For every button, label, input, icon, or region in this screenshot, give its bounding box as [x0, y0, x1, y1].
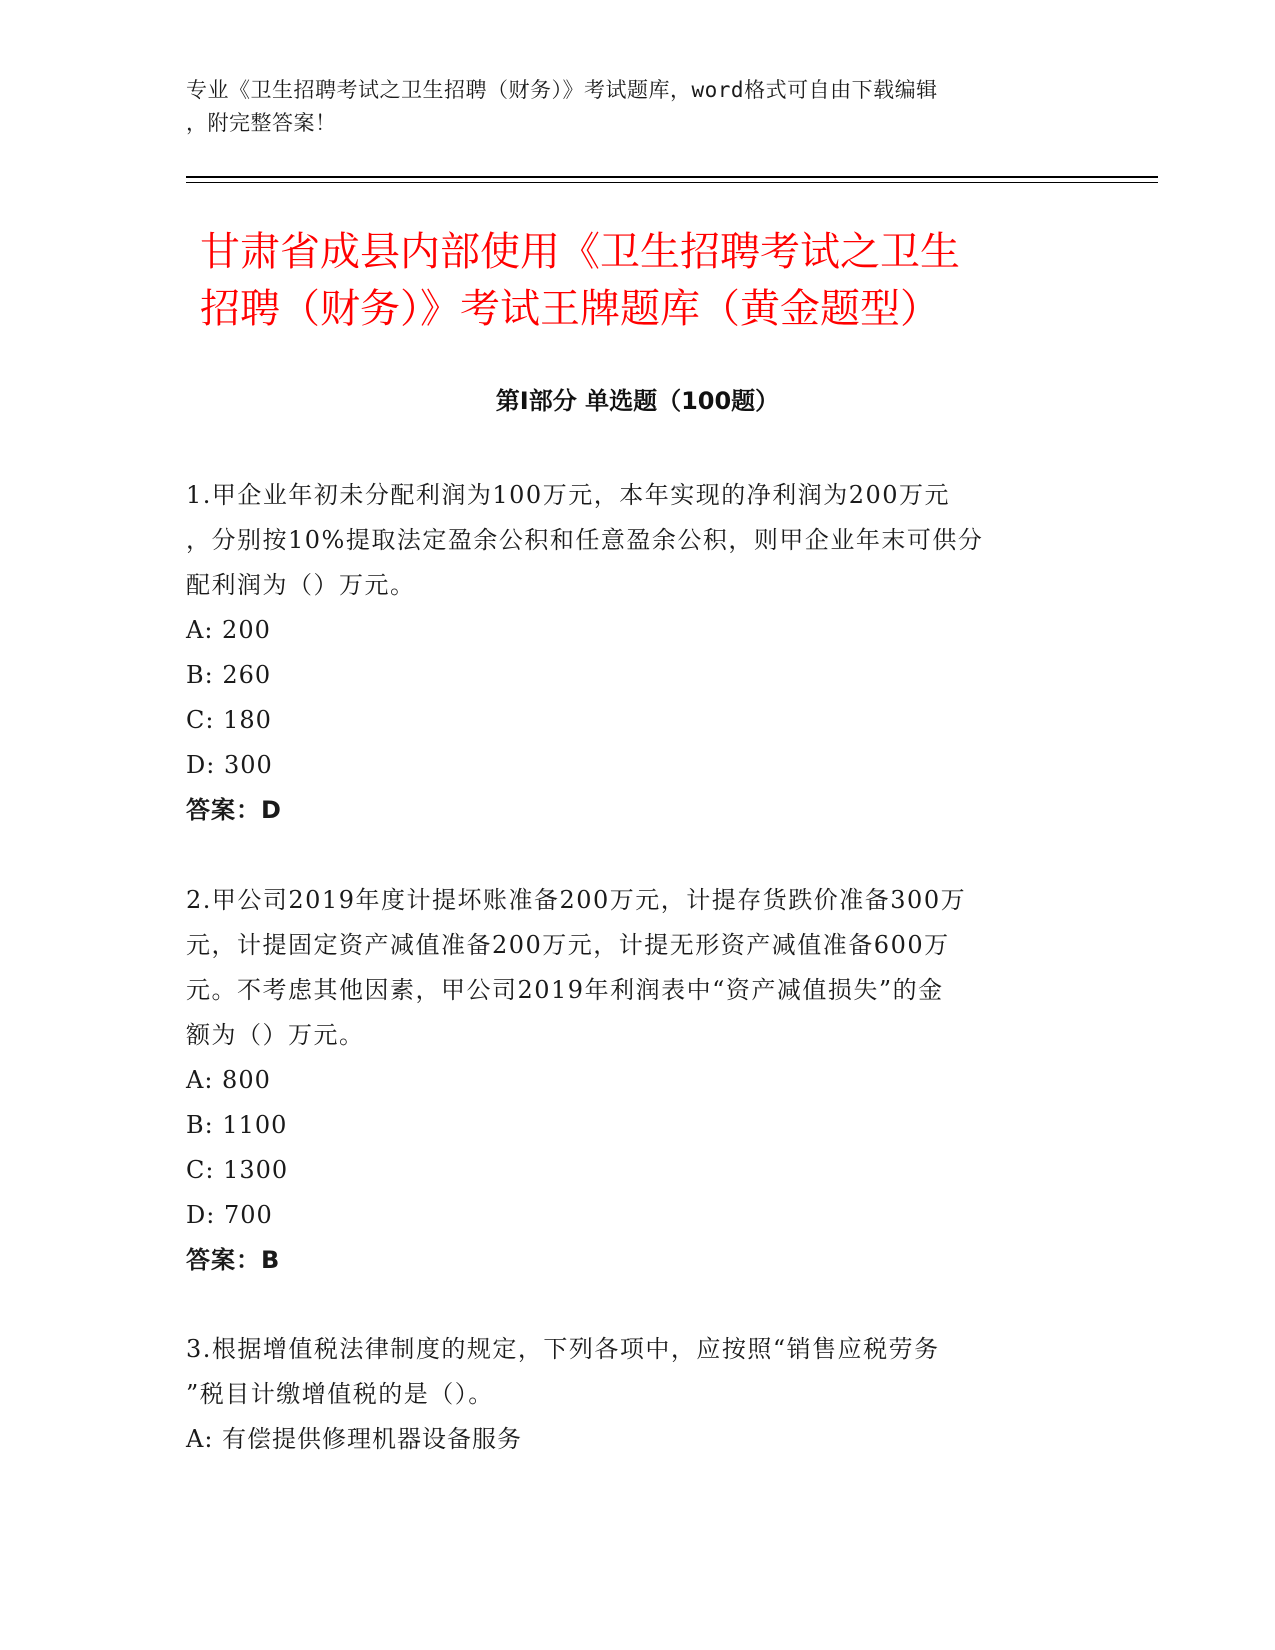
section-title: 第Ⅰ部分 单选题（100题）	[495, 387, 780, 415]
question-stem-line: 元，计提固定资产减值准备200万元，计提无形资产减值准备600万	[186, 931, 950, 959]
question-1	[186, 473, 1086, 833]
header-note	[186, 74, 1066, 140]
header-note-line-2: ，附完整答案！	[186, 111, 337, 135]
question-stem-line: 2.甲公司2019年度计提坏账准备200万元，计提存货跌价准备300万	[186, 886, 967, 914]
option-c: C: 1300	[186, 1156, 289, 1184]
option-b: B: 260	[186, 661, 272, 689]
answer-label: 答案：D	[186, 796, 282, 824]
document-title-line-1: 甘肃省成县内部使用《卫生招聘考试之卫生	[200, 229, 960, 275]
question-stem-line: 1.甲企业年初未分配利润为100万元，本年实现的净利润为200万元	[186, 481, 951, 509]
question-stem-line: ”税目计缴增值税的是（）。	[186, 1380, 494, 1408]
question-stem-line: 3.根据增值税法律制度的规定，下列各项中，应按照“销售应税劳务	[186, 1335, 940, 1363]
option-c: C: 180	[186, 706, 272, 734]
question-stem-line: ，分别按10%提取法定盈余公积和任意盈余公积，则甲企业年末可供分	[186, 526, 984, 554]
header-divider-thick	[186, 176, 1158, 178]
option-a: A: 800	[186, 1066, 271, 1094]
option-b: B: 1100	[186, 1111, 288, 1139]
answer-label: 答案：B	[186, 1246, 281, 1274]
question-stem-line: 配利润为（）万元。	[186, 571, 416, 599]
option-d: D: 700	[186, 1201, 273, 1229]
option-a: A: 有偿提供修理机器设备服务	[186, 1425, 523, 1453]
header-note-line-1: 专业《卫生招聘考试之卫生招聘（财务）》考试题库，word格式可自由下载编辑	[186, 78, 938, 102]
question-2	[186, 878, 1086, 1283]
header-divider-thin	[186, 182, 1158, 183]
document-title-line-2: 招聘（财务）》考试王牌题库（黄金题型）	[200, 286, 940, 332]
question-stem-line: 额为（）万元。	[186, 1021, 365, 1049]
option-a: A: 200	[186, 616, 271, 644]
question-3	[186, 1327, 1086, 1462]
question-stem-line: 元。不考虑其他因素，甲公司2019年利润表中“资产减值损失”的金	[186, 976, 944, 1004]
document-title	[200, 224, 1080, 338]
option-d: D: 300	[186, 751, 273, 779]
